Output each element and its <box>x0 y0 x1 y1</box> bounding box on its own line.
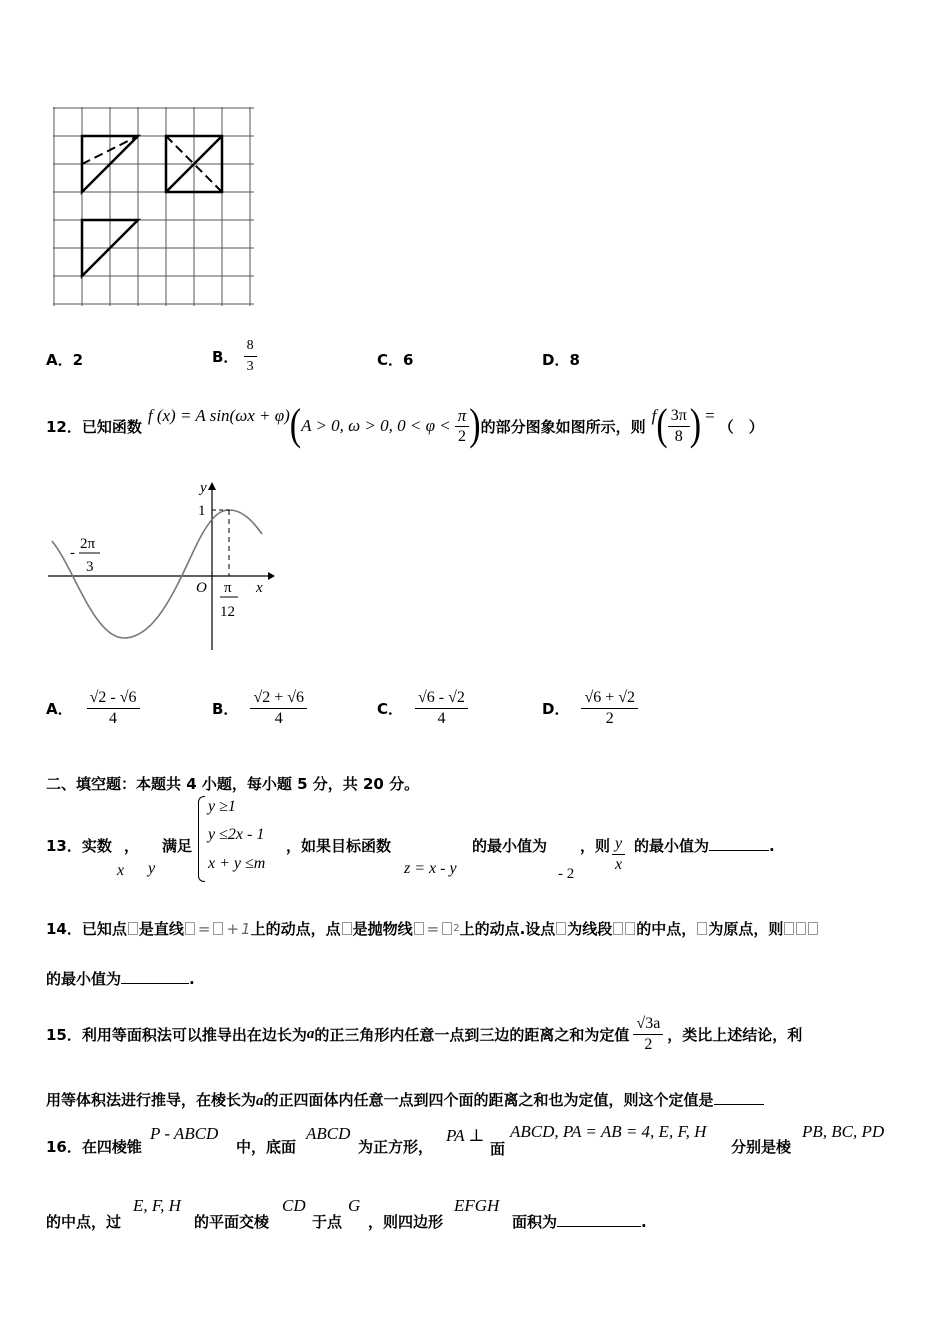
frac-numerator: π <box>455 406 470 427</box>
option-label: A． <box>46 700 73 718</box>
q14-text-2: 是直线 <box>138 920 184 938</box>
frac-numerator: √2 - √6 <box>87 688 140 709</box>
pos-tick-den: 12 <box>220 604 235 620</box>
q13-constraint-2: y ≤2x - 1 <box>208 826 265 843</box>
q14-text-1: 14．已知点 <box>46 920 127 938</box>
q16-edges: PB, BC, PD <box>802 1122 885 1141</box>
q15-var-a2: a <box>256 1093 264 1109</box>
q14-line-1 <box>46 918 819 939</box>
left-paren: ( <box>289 401 302 450</box>
q13-satisfy: 满足 <box>162 837 193 855</box>
q13-tail-text: 的最小值为 <box>634 837 710 855</box>
q16-line2-e <box>512 1211 647 1232</box>
q15-line2-text-a: 用等体积法进行推导，在棱长为 <box>46 1091 257 1109</box>
option-fraction <box>244 336 257 377</box>
option-label: C． <box>377 700 404 718</box>
answer-blank <box>709 836 769 851</box>
q15-fraction <box>633 1014 663 1055</box>
frac-denominator: 4 <box>109 710 118 727</box>
q14-plus: + <box>226 919 240 938</box>
q14-text-5: 上的动点.设点 <box>459 920 556 938</box>
q15-text-2: 的正三角形内任意一点到三边的距离之和为定值 <box>314 1025 630 1044</box>
left-paren: ( <box>656 401 668 450</box>
missing-glyph-icon <box>796 922 806 935</box>
q16-number: 16．在四棱锥 <box>46 1138 142 1156</box>
q14-line2-text: 的最小值为 <box>46 970 122 988</box>
frac-numerator: √6 - √2 <box>415 688 468 709</box>
q11-option-c <box>377 349 413 370</box>
y-one-label: 1 <box>198 503 206 519</box>
q14-eq-1: = <box>197 919 211 938</box>
frac-numerator: √3a <box>633 1014 663 1035</box>
q16-pyramid: P - ABCD <box>150 1124 219 1143</box>
q16-area-text: 面积为 <box>512 1213 558 1231</box>
q16-text-2: 中，底面 <box>236 1138 297 1156</box>
q16-text-5: 分别是棱 <box>731 1138 792 1156</box>
frac-denominator: 4 <box>274 710 283 727</box>
q14-square: 2 <box>453 923 460 934</box>
q12-mid-text: 的部分图象如图所示，则 <box>480 417 646 436</box>
q13-mid-text: ，如果目标函数 <box>286 837 392 855</box>
option-fraction <box>87 688 140 729</box>
missing-glyph-icon <box>697 922 707 935</box>
q12-equals: = <box>705 406 715 425</box>
q15-var-a: a <box>306 1025 315 1042</box>
q13-constraint-3: x + y ≤m <box>208 855 266 872</box>
frac-denominator: 4 <box>437 710 446 727</box>
q16-condition: ABCD, PA = AB = 4, E, F, H <box>510 1122 707 1141</box>
q16-line2-b: 的平面交棱 <box>194 1213 270 1231</box>
section-heading-fill-in: 二、填空题：本题共 4 小题，每小题 5 分，共 20 分。 <box>46 775 420 793</box>
q16-period: . <box>641 1213 647 1231</box>
q11-option-b <box>212 336 257 377</box>
missing-glyph-icon <box>625 922 635 935</box>
q13-min-value: - 2 <box>558 866 575 882</box>
q12-option-d <box>542 688 638 729</box>
answer-blank <box>557 1212 641 1227</box>
origin-label: O <box>196 580 207 596</box>
option-fraction <box>415 688 468 729</box>
answer-blank <box>714 1090 764 1105</box>
option-label: D． <box>542 351 570 369</box>
q12-answer-paren: （ ） <box>718 417 764 436</box>
q13-constraint-1: y ≥1 <box>208 798 236 815</box>
q16-efgh: EFGH <box>454 1196 500 1215</box>
q14-line-2 <box>46 968 195 989</box>
q13-then: ，则 <box>580 837 611 855</box>
neg-tick-num: 2π <box>80 536 96 552</box>
q14-text-8: 为原点，则 <box>708 920 784 938</box>
frac-numerator: √2 + √6 <box>250 688 307 709</box>
q14-eq-2: = <box>426 919 440 938</box>
missing-glyph-icon <box>613 922 623 935</box>
frac-denominator: x <box>615 856 623 873</box>
right-paren: ) <box>689 401 702 450</box>
q12-option-b <box>212 688 307 729</box>
q16-cd: CD <box>282 1196 306 1215</box>
q16-line2-c: 于点 <box>312 1213 343 1231</box>
y-axis-label: y <box>200 480 207 496</box>
q12-stem <box>46 396 764 456</box>
neg-sign: - <box>70 545 75 561</box>
q12-arg-fraction <box>668 406 690 447</box>
right-paren: ) <box>469 401 481 450</box>
option-value: 8 <box>569 351 580 369</box>
x-axis-label: x <box>256 580 263 596</box>
q12-f: f <box>651 406 657 425</box>
q14-text-4: 是抛物线 <box>352 920 413 938</box>
frac-numerator: y <box>612 834 625 855</box>
option-label: D． <box>542 700 570 718</box>
answer-blank <box>121 969 189 984</box>
missing-glyph-icon <box>342 922 352 935</box>
frac-denominator: 8 <box>674 427 683 445</box>
frac-denominator: 2 <box>605 710 614 727</box>
x-axis-arrow <box>268 572 275 580</box>
q15-line-2 <box>46 1089 764 1110</box>
three-view-grid-figure <box>52 106 256 308</box>
option-value: 2 <box>72 351 84 369</box>
q15-text-3: ，类比上述结论，利 <box>667 1025 803 1044</box>
frac-numerator: 8 <box>244 336 257 357</box>
q13-system-brace <box>198 796 205 882</box>
missing-glyph-icon <box>213 922 223 935</box>
missing-glyph-icon <box>442 922 452 935</box>
q14-period: . <box>189 970 195 988</box>
q12-condition: A > 0, ω > 0, 0 < φ < <box>301 416 451 435</box>
q16-g: G <box>348 1196 361 1215</box>
q16-line2-a: 的中点，过 <box>46 1213 122 1231</box>
q13-tail <box>634 835 775 856</box>
q13-comma: ， <box>124 837 140 855</box>
option-fraction <box>581 688 638 729</box>
q13-var-y: y <box>148 860 156 877</box>
option-label: B． <box>212 348 239 366</box>
q13-number: 13．实数 <box>46 837 112 855</box>
y-axis-arrow <box>208 482 216 490</box>
q11-option-d <box>542 349 580 370</box>
option-label: B． <box>212 700 239 718</box>
q13-objective: z = x - y <box>404 860 457 877</box>
q15-line2-text-b: 的正四面体内任意一点到四个面的距离之和也为定值，则这个定值是 <box>263 1091 714 1109</box>
q14-one: 1 <box>241 919 251 938</box>
q14-text-7: 的中点， <box>636 920 697 938</box>
q16-pa-perp: PA ⊥ <box>446 1126 485 1145</box>
q15-line-1 <box>46 1004 802 1064</box>
q16-text-4: 面 <box>490 1140 506 1158</box>
missing-glyph-icon <box>414 922 424 935</box>
q12-cond-fraction <box>455 406 470 447</box>
missing-glyph-icon <box>128 922 138 935</box>
frac-denominator: 3 <box>246 359 254 374</box>
q13-var-x: x <box>117 862 125 879</box>
q14-text-6: 为线段 <box>567 920 613 938</box>
missing-glyph-icon <box>185 922 195 935</box>
q13-period: . <box>769 837 775 855</box>
q12-number: 12．已知函数 <box>46 417 142 436</box>
q16-line2-d: ，则四边形 <box>368 1213 444 1231</box>
option-label: C． <box>377 351 404 369</box>
pos-tick-num: π <box>224 580 232 596</box>
frac-denominator: 2 <box>458 427 467 445</box>
option-value: 6 <box>403 351 414 369</box>
q11-option-a <box>46 349 83 370</box>
q12-function: f (x) = A sin(ωx + φ) <box>147 406 290 425</box>
sine-graph <box>44 478 276 654</box>
missing-glyph-icon <box>784 922 794 935</box>
q16-text-3: 为正方形， <box>358 1138 434 1156</box>
q12-option-a <box>46 688 140 729</box>
missing-glyph-icon <box>808 922 818 935</box>
q13-min-text: 的最小值为 <box>472 837 548 855</box>
option-fraction <box>250 688 307 729</box>
q16-efh: E, F, H <box>133 1196 181 1215</box>
q14-text-3: 上的动点，点 <box>250 920 341 938</box>
frac-denominator: 2 <box>644 1035 653 1053</box>
q12-option-c <box>377 688 468 729</box>
missing-glyph-icon <box>556 922 566 935</box>
option-label: A． <box>46 351 73 369</box>
frac-numerator: 3π <box>668 406 690 427</box>
frac-numerator: √6 + √2 <box>581 688 638 709</box>
q16-base: ABCD <box>306 1124 351 1143</box>
q13-fraction <box>612 834 625 875</box>
neg-tick-den: 3 <box>86 559 94 575</box>
q15-text-1: 15．利用等面积法可以推导出在边长为 <box>46 1025 307 1044</box>
